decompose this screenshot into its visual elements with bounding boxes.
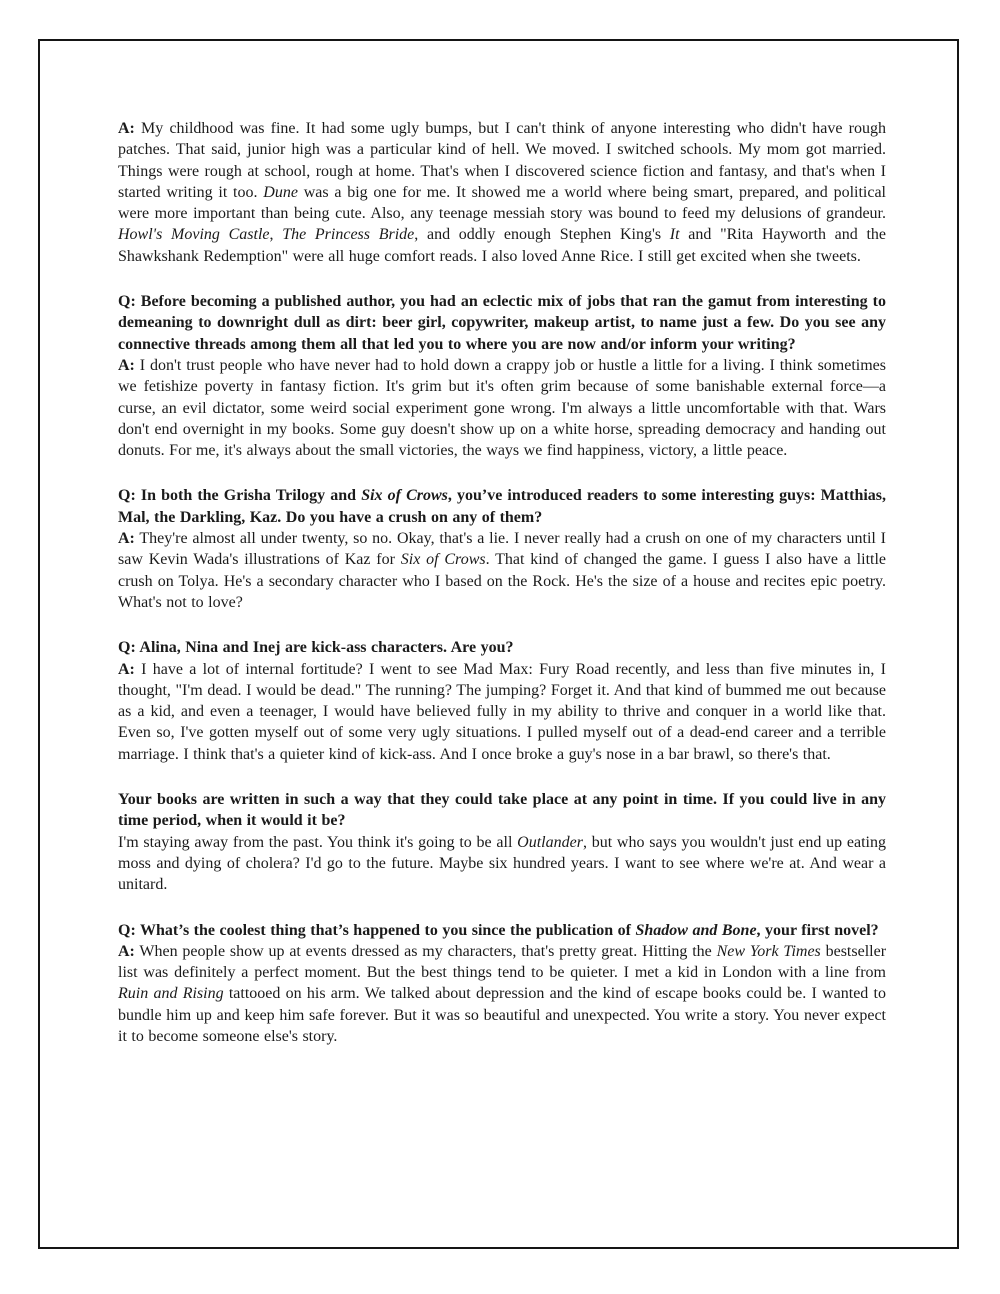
text-run: , you’ve introduced readers to some interesting guys: Matthias, Mal, the Darkling, Kaz. Do you have a crush on any of them? [118,487,887,526]
qa-block [118,637,886,765]
text-run: My childhood was fine. It had some ugly bumps, but I can't think of anyone interesting who didn't have rough patches. That said, junior high was a particular kind of hell. We moved. I switched schools. My mom got married. Things were rough at school, rough at home. That's when I discovered science fiction and fantasy, and that's when I started writing it too. [118,120,886,201]
text-run: , but who says you wouldn't just end up eating moss and dying of cholera? I'd go to the future. Maybe six hundred years. I want to see where we're at. And wear a unitard. [118,833,886,894]
text-run: was a big one for me. It showed me a world where being smart, prepared, and political were more important than being cute. Also, any teenage messiah story was bound to feed my delusions of grandeur. [118,183,887,223]
qa-answer-paragraph [118,832,886,896]
qa-block [118,485,886,613]
text-run: A: [118,942,135,960]
text-run: Dune [263,183,298,201]
text-run: A: [118,356,135,374]
qa-question-paragraph [118,789,886,832]
qa-question-paragraph [118,485,886,528]
text-run: Your books are written in such a way that they could take place at any point in time. If you could live in any time period, when it would it be? [118,791,886,830]
qa-block [118,789,886,895]
document-text [118,118,886,1047]
qa-block [118,920,886,1048]
text-run: , and oddly enough Stephen King's [414,226,670,244]
qa-answer-paragraph [118,528,886,613]
qa-question-paragraph [118,291,886,355]
text-run: Shadow and Bone [635,921,757,939]
text-run: I'm staying away from the past. You think it's going to be all [118,833,518,851]
qa-answer-paragraph [118,941,886,1047]
text-run: I don't trust people who have never had to hold down a crappy job or hustle a little for a living. I think sometimes we fetishize poverty in fantasy fiction. It's grim but it's often grim because of some banishable external force—a curse, an evil dictator, some weird social experiment gone wrong. I'm always a little uncomfortable with that. Wars don't end overnight in my books. Some guy doesn't show up on a white horse, spreading democracy and handing out donuts. For me, it's always about the small victories, the ways we find happiness, victory, a little peace. [118,356,886,460]
text-run: New York Times [716,942,821,960]
text-run: When people show up at events dressed as my characters, that's pretty great. Hitting the [134,942,717,960]
text-run: Six of Crows [361,487,448,505]
text-run: Q: Before becoming a published author, you had an eclectic mix of jobs that ran the gamut from interesting to demeaning to downright dull as dirt: beer girl, copywriter, makeup artist, to name just a few. Do you see any connective threads among them all that led you to where you are now and/or inform your writing? [118,293,886,353]
text-run: Six of Crows [400,551,486,569]
text-run: I have a lot of internal fortitude? I went to see Mad Max: Fury Road recently, and less than five minutes in, I thought, "I'm dead. I would be dead." The running? The jumping? Forget it. And that kind of bummed me out because as a kid, and even a teenager, I would have believed fully in my ability to thrive and conquer in a world like that. Even so, I've gotten myself out of some very ugly situations. I pulled myself out of a dead-end career and a terrible marriage. I think that's a quieter kind of kick-ass. And I once broke a guy's nose in a bar brawl, so there's that. [118,660,886,763]
text-run: and "Rita Hayworth and the Shawkshank Redemption" were all huge comfort reads. I also loved Anne Rice. I still get excited when she tweets. [118,226,886,265]
qa-question-paragraph [118,920,886,941]
qa-block [118,118,886,267]
qa-question-paragraph [118,637,886,658]
text-run: , [269,226,283,244]
text-run: Howl's Moving Castle [118,226,270,244]
text-run: , your first novel? [756,921,879,939]
text-run: . That kind of changed the game. I guess I also have a little crush on Tolya. He's a secondary character who I based on the Rock. He's the size of a house and recites epic poetry. What's not to love? [118,551,887,611]
text-run: A: [118,530,135,548]
text-run: A: [118,120,135,137]
text-run: A: [118,660,135,678]
text-run: Q: In both the Grisha Trilogy and [118,487,362,505]
qa-answer-paragraph [118,355,886,461]
text-run: bestseller list was definitely a perfect moment. But the best things tend to be quieter. I met a kid in London with a line from [118,942,887,982]
qa-block [118,291,886,461]
qa-answer-paragraph [118,659,886,765]
text-run: They're almost all under twenty, so no. Okay, that's a lie. I never really had a crush on one of my characters until I saw Kevin Wada's illustrations of Kaz for [118,530,886,569]
text-run: It [669,226,680,244]
qa-answer-paragraph [118,118,886,267]
text-run: Q: Alina, Nina and Inej are kick-ass characters. Are you? [118,639,514,657]
text-run: tattooed on his arm. We talked about depression and the kind of escape books could be. I wanted to bundle him up and keep him safe forever. But it was so beautiful and unexpected. You write a story. You never expect it to become someone else's story. [118,985,886,1045]
text-run: Ruin and Rising [118,985,224,1003]
text-run: Outlander [517,833,583,851]
text-run: The Princess Bride [282,226,415,244]
text-run: Q: What’s the coolest thing that’s happened to you since the publication of [118,921,636,939]
